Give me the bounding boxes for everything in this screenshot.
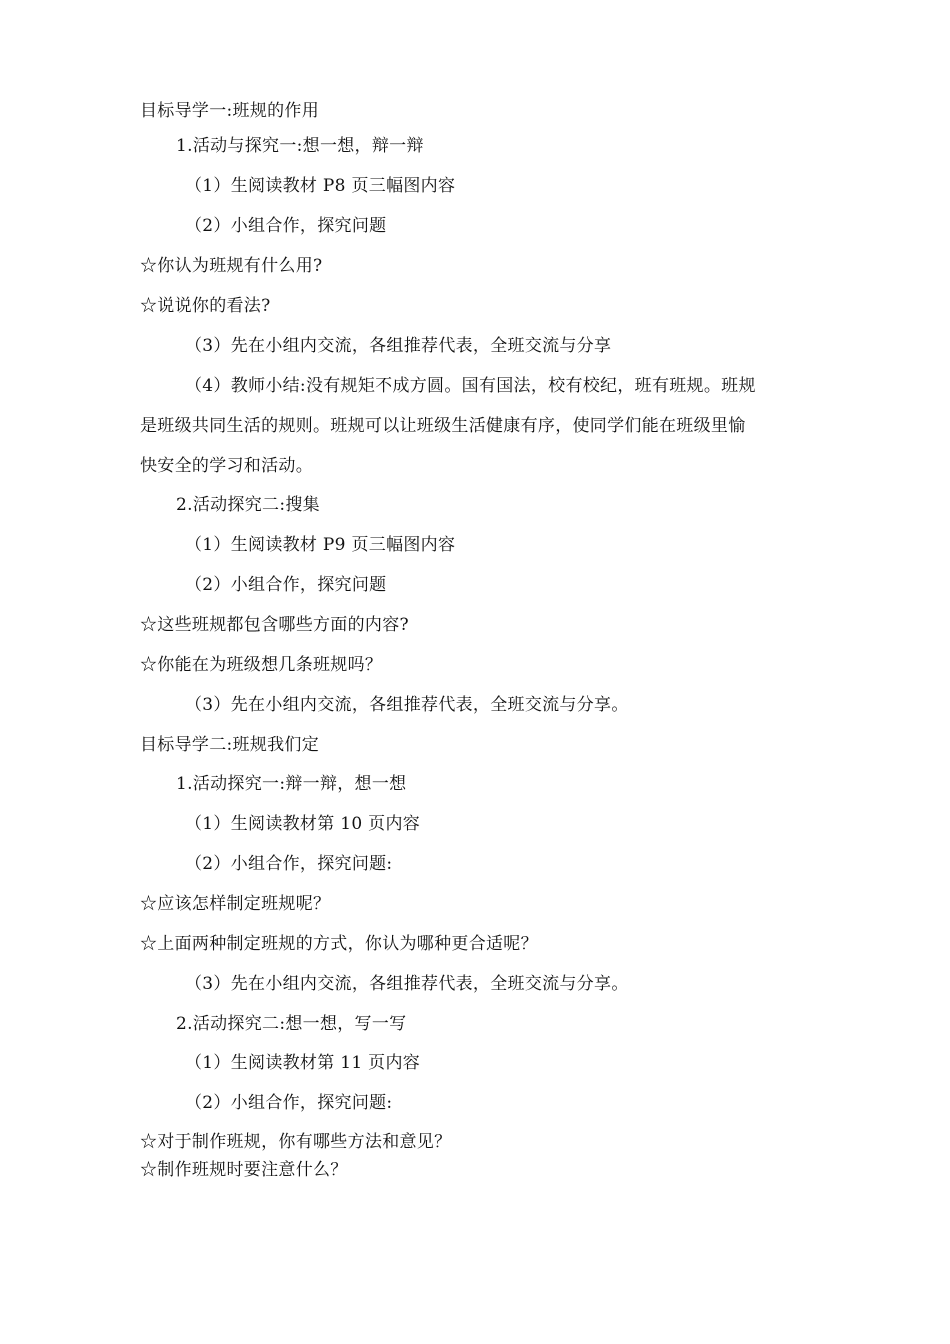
section-heading-1: 目标导学一:班规的作用: [140, 101, 320, 121]
step-text: （1）生阅读教材第 11 页内容: [185, 1053, 421, 1073]
step-text: （2）小组合作，探究问题:: [185, 1093, 393, 1113]
section-heading-2: 目标导学二:班规我们定: [140, 735, 320, 755]
question-text: ☆你认为班规有什么用?: [140, 256, 323, 276]
summary-text-line-1: （4）教师小结:没有规矩不成方圆。国有国法，校有校纪，班有班规。班规: [185, 376, 756, 396]
step-text: （3）先在小组内交流，各组推荐代表，全班交流与分享: [185, 336, 612, 356]
question-text: ☆说说你的看法?: [140, 296, 271, 316]
step-text: （2）小组合作，探究问题: [185, 575, 387, 595]
step-text: （3）先在小组内交流，各组推荐代表，全班交流与分享。: [185, 974, 629, 994]
question-text: ☆制作班规时要注意什么？: [140, 1160, 348, 1180]
activity-heading-1-2: 2.活动探究二:搜集: [176, 495, 320, 515]
step-text: （2）小组合作，探究问题: [185, 216, 387, 236]
activity-heading-2-2: 2.活动探究二:想一想，写一写: [176, 1014, 407, 1034]
step-text: （1）生阅读教材 P9 页三幅图内容: [185, 535, 456, 555]
activity-heading-2-1: 1.活动探究一:辩一辩，想一想: [176, 774, 407, 794]
question-text: ☆对于制作班规，你有哪些方法和意见？: [140, 1132, 452, 1152]
step-text: （3）先在小组内交流，各组推荐代表，全班交流与分享。: [185, 695, 629, 715]
step-text: （1）生阅读教材第 10 页内容: [185, 814, 421, 834]
question-text: ☆上面两种制定班规的方式，你认为哪种更合适呢？: [140, 934, 538, 954]
summary-text-line-2: 是班级共同生活的规则。班规可以让班级生活健康有序，使同学们能在班级里愉: [140, 416, 746, 436]
question-text: ☆应该怎样制定班规呢？: [140, 894, 331, 914]
question-text: ☆你能在为班级想几条班规吗？: [140, 655, 383, 675]
question-text: ☆这些班规都包含哪些方面的内容?: [140, 615, 409, 635]
step-text: （1）生阅读教材 P8 页三幅图内容: [185, 176, 456, 196]
summary-text-line-3: 快安全的学习和活动。: [140, 456, 313, 476]
activity-heading-1-1: 1.活动与探究一:想一想，辩一辩: [176, 136, 424, 156]
step-text: （2）小组合作，探究问题:: [185, 854, 393, 874]
